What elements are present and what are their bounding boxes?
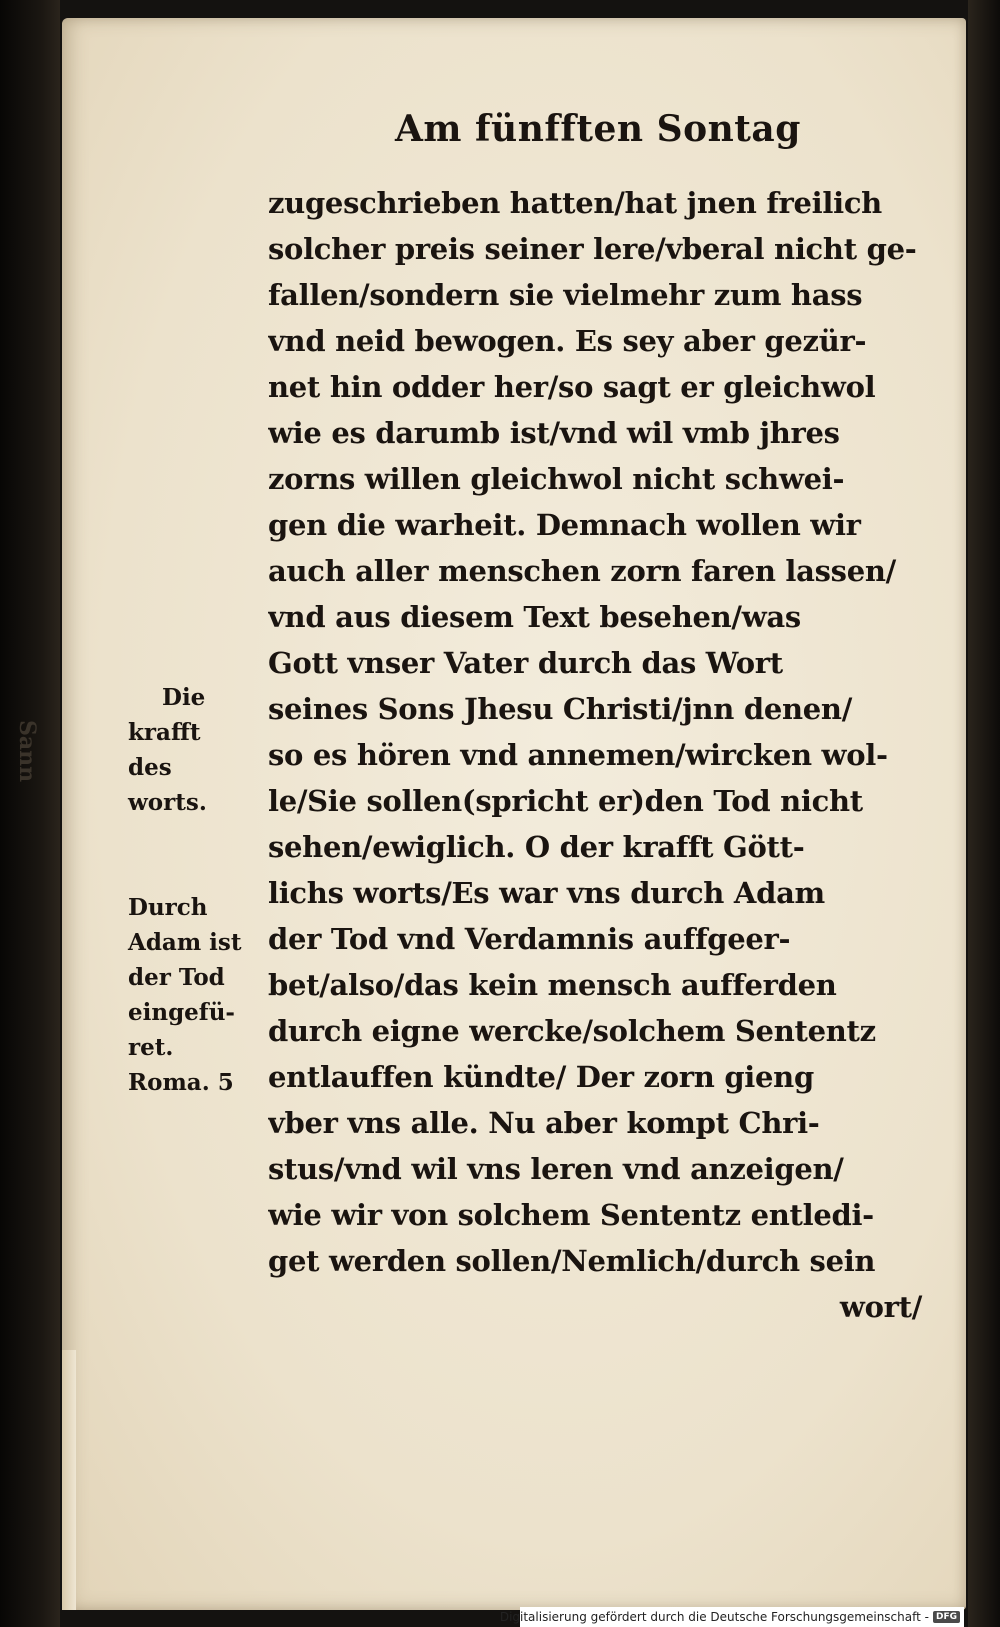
text-line: sehen/ewiglich. O der krafft Gött- (268, 830, 805, 864)
marginal-line: der Tod (128, 964, 225, 991)
text-line: solcher preis seiner lere/vberal nicht ge- (268, 232, 917, 266)
text-line: le/Sie sollen(spricht er)den Tod nicht (268, 784, 863, 818)
text-line: der Tod vnd Verdamnis auffgeer- (268, 922, 791, 956)
digitization-footer (499, 1607, 964, 1627)
running-header: Am fünfften Sontag (395, 108, 801, 150)
spine-lettering: Sann (14, 720, 40, 783)
text-line: wie es darumb ist/vnd wil vmb jhres (268, 416, 840, 450)
funding-notice: Digitalisierung gefördert durch die Deutsche Forschungsgemeinschaft - (499, 1610, 929, 1624)
book-right-edge (968, 0, 1000, 1627)
marginal-line: worts. (128, 789, 207, 816)
text-line: entlauffen kündte/ Der zorn gieng (268, 1060, 814, 1094)
book-left-edge (0, 0, 60, 1627)
marginal-line: Adam ist (128, 929, 242, 956)
text-line: fallen/sondern sie vielmehr zum hass (268, 278, 863, 312)
text-line: so es hören vnd annemen/wircken wol- (268, 738, 888, 772)
text-line: vnd neid bewogen. Es sey aber gezür- (268, 324, 867, 358)
text-line: seines Sons Jhesu Christi/jnn denen/ (268, 692, 852, 726)
dfg-logo: DFG (933, 1611, 960, 1623)
page-fold-shadow (62, 1350, 76, 1610)
marginal-note-krafft (128, 680, 260, 820)
marginal-line: ret. (128, 1034, 174, 1061)
text-line: vber vns alle. Nu aber kompt Chri- (268, 1106, 820, 1140)
text-line: zugeschrieben hatten/hat jnen freilich (268, 186, 882, 220)
text-line: wie wir von solchem Sententz entledi- (268, 1198, 874, 1232)
text-line: gen die warheit. Demnach wollen wir (268, 508, 861, 542)
text-line: net hin odder her/so sagt er gleichwol (268, 370, 876, 404)
text-line: zorns willen gleichwol nicht schwei- (268, 462, 845, 496)
marginal-note-adam (128, 890, 260, 1100)
text-line: get werden sollen/Nemlich/durch sein (268, 1244, 876, 1278)
marginal-line: Roma. 5 (128, 1069, 234, 1096)
marginal-line: krafft (128, 719, 201, 746)
text-line: vnd aus diesem Text besehen/was (268, 600, 801, 634)
text-line: auch aller menschen zorn faren lassen/ (268, 554, 896, 588)
text-line: bet/also/das kein mensch aufferden (268, 968, 837, 1002)
text-line: stus/vnd wil vns leren vnd anzeigen/ (268, 1152, 844, 1186)
text-line: durch eigne wercke/solchem Sententz (268, 1014, 876, 1048)
marginal-line: Die (162, 684, 206, 711)
text-line: Gott vnser Vater durch das Wort (268, 646, 783, 680)
catchword: wort/ (839, 1290, 922, 1324)
body-text (268, 180, 928, 1330)
text-line: lichs worts/Es war vns durch Adam (268, 876, 825, 910)
marginal-line: Durch (128, 894, 208, 921)
marginal-line: eingefü- (128, 999, 235, 1026)
marginal-line: des (128, 754, 172, 781)
